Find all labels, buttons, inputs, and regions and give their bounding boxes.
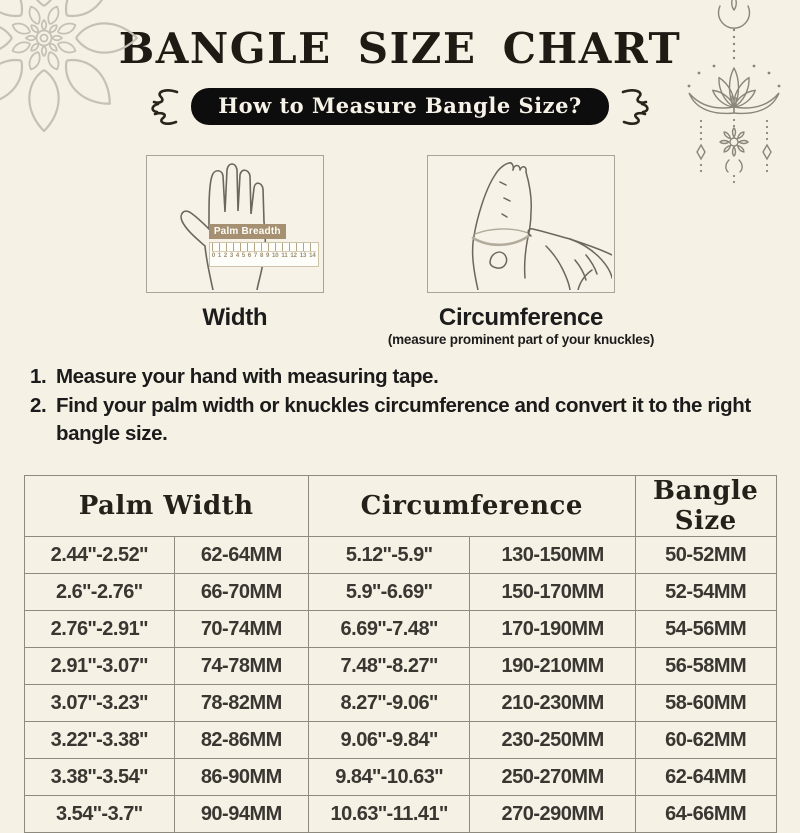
bangle-size-table: [24, 475, 777, 833]
table-row: [24, 759, 776, 796]
instruction-item: [30, 392, 764, 449]
ruler-number: 13: [299, 253, 307, 259]
table-cell: 190-210MM: [470, 648, 635, 685]
table-cell: 210-230MM: [470, 685, 635, 722]
ruler-number: 9: [265, 253, 270, 259]
ruler-number: 0: [211, 253, 216, 259]
table-cell: 86-90MM: [174, 759, 308, 796]
table-cell: 3.22''-3.38'': [24, 722, 174, 759]
ruler-number: 8: [259, 253, 264, 259]
table-cell: 54-56MM: [635, 611, 776, 648]
measure-badge-row: [0, 85, 800, 127]
table-cell: 60-62MM: [635, 722, 776, 759]
table-row: [24, 574, 776, 611]
table-cell: 58-60MM: [635, 685, 776, 722]
ruler-number: 3: [229, 253, 234, 259]
instruction-text: Measure your hand with measuring tape.: [56, 365, 439, 388]
table-cell: 2.76''-2.91'': [24, 611, 174, 648]
instruction-number: 2.: [30, 393, 47, 417]
circumference-note: (measure prominent part of your knuckles): [387, 332, 655, 347]
table-cell: 3.07''-3.23'': [24, 685, 174, 722]
table-cell: 9.84''-10.63'': [308, 759, 470, 796]
table-cell: 82-86MM: [174, 722, 308, 759]
ruler-ticks: [212, 243, 316, 252]
table-cell: 2.91''-3.07'': [24, 648, 174, 685]
table-row: [24, 537, 776, 574]
table-row: [24, 611, 776, 648]
ruler-number: 1: [217, 253, 222, 259]
table-cell: 10.63''-11.41'': [308, 796, 470, 833]
circumference-illustration-column: [388, 155, 654, 347]
table-cell: 170-190MM: [470, 611, 635, 648]
table-cell: 78-82MM: [174, 685, 308, 722]
table-cell: 9.06''-9.84'': [308, 722, 470, 759]
hands-circumference-illustration: [428, 156, 612, 290]
table-cell: 250-270MM: [470, 759, 635, 796]
table-cell: 62-64MM: [174, 537, 308, 574]
ruler: [209, 242, 319, 267]
table-cell: 3.54''-3.7'': [24, 796, 174, 833]
table-header-palm-width: Palm Width: [24, 476, 308, 537]
table-cell: 3.38''-3.54'': [24, 759, 174, 796]
table-cell: 50-52MM: [635, 537, 776, 574]
instructions: [30, 363, 764, 449]
table-row: [24, 796, 776, 833]
table-cell: 5.12''-5.9'': [308, 537, 470, 574]
table-cell: 8.27''-9.06'': [308, 685, 470, 722]
ruler-numbers: [212, 253, 316, 259]
swirl-left-icon: [148, 85, 182, 127]
table-cell: 230-250MM: [470, 722, 635, 759]
instruction-item: [30, 363, 764, 392]
table-cell: 150-170MM: [470, 574, 635, 611]
ruler-number: 12: [290, 253, 298, 259]
instruction-text: Find your palm width or knuckles circumference and convert it to the right bangle size.: [56, 393, 751, 446]
circumference-illustration-box: [427, 155, 615, 293]
table-cell: 90-94MM: [174, 796, 308, 833]
table-cell: 56-58MM: [635, 648, 776, 685]
palm-breadth-badge: Palm Breadth: [209, 224, 286, 239]
table-row: [24, 685, 776, 722]
table-cell: 62-64MM: [635, 759, 776, 796]
table-cell: 5.9''-6.69'': [308, 574, 470, 611]
ruler-number: 14: [309, 253, 316, 259]
width-caption: Width: [202, 304, 268, 331]
ruler-number: 2: [223, 253, 228, 259]
circumference-caption: Circumference: [438, 304, 604, 331]
width-illustration-column: [146, 155, 324, 347]
ruler-number: 10: [271, 253, 279, 259]
table-cell: 130-150MM: [470, 537, 635, 574]
table-cell: 74-78MM: [174, 648, 308, 685]
table-header-bangle-size: Bangle Size: [635, 476, 776, 537]
table-cell: 66-70MM: [174, 574, 308, 611]
table-header-row: [24, 476, 776, 537]
table-cell: 2.6''-2.76'': [24, 574, 174, 611]
table-cell: 6.69''-7.48'': [308, 611, 470, 648]
ruler-number: 6: [247, 253, 252, 259]
instruction-number: 1.: [30, 365, 47, 388]
ruler-number: 5: [241, 253, 246, 259]
table-cell: 64-66MM: [635, 796, 776, 833]
width-illustration-box: [146, 155, 324, 293]
swirl-right-icon: [618, 85, 652, 127]
table-cell: 7.48''-8.27'': [308, 648, 470, 685]
measure-illustrations: [0, 155, 800, 347]
table-row: [24, 648, 776, 685]
measure-badge: How to Measure Bangle Size?: [191, 88, 609, 125]
ruler-number: 4: [235, 253, 240, 259]
table-cell: 270-290MM: [470, 796, 635, 833]
table-cell: 52-54MM: [635, 574, 776, 611]
table-cell: 70-74MM: [174, 611, 308, 648]
table-cell: 2.44''-2.52'': [24, 537, 174, 574]
page-title: BANGLE SIZE CHART: [118, 24, 682, 73]
hand-width-illustration: [147, 156, 321, 290]
table-header-circumference: Circumference: [308, 476, 635, 537]
ruler-number: 7: [253, 253, 258, 259]
table-row: [24, 722, 776, 759]
ruler-number: 11: [281, 253, 288, 259]
